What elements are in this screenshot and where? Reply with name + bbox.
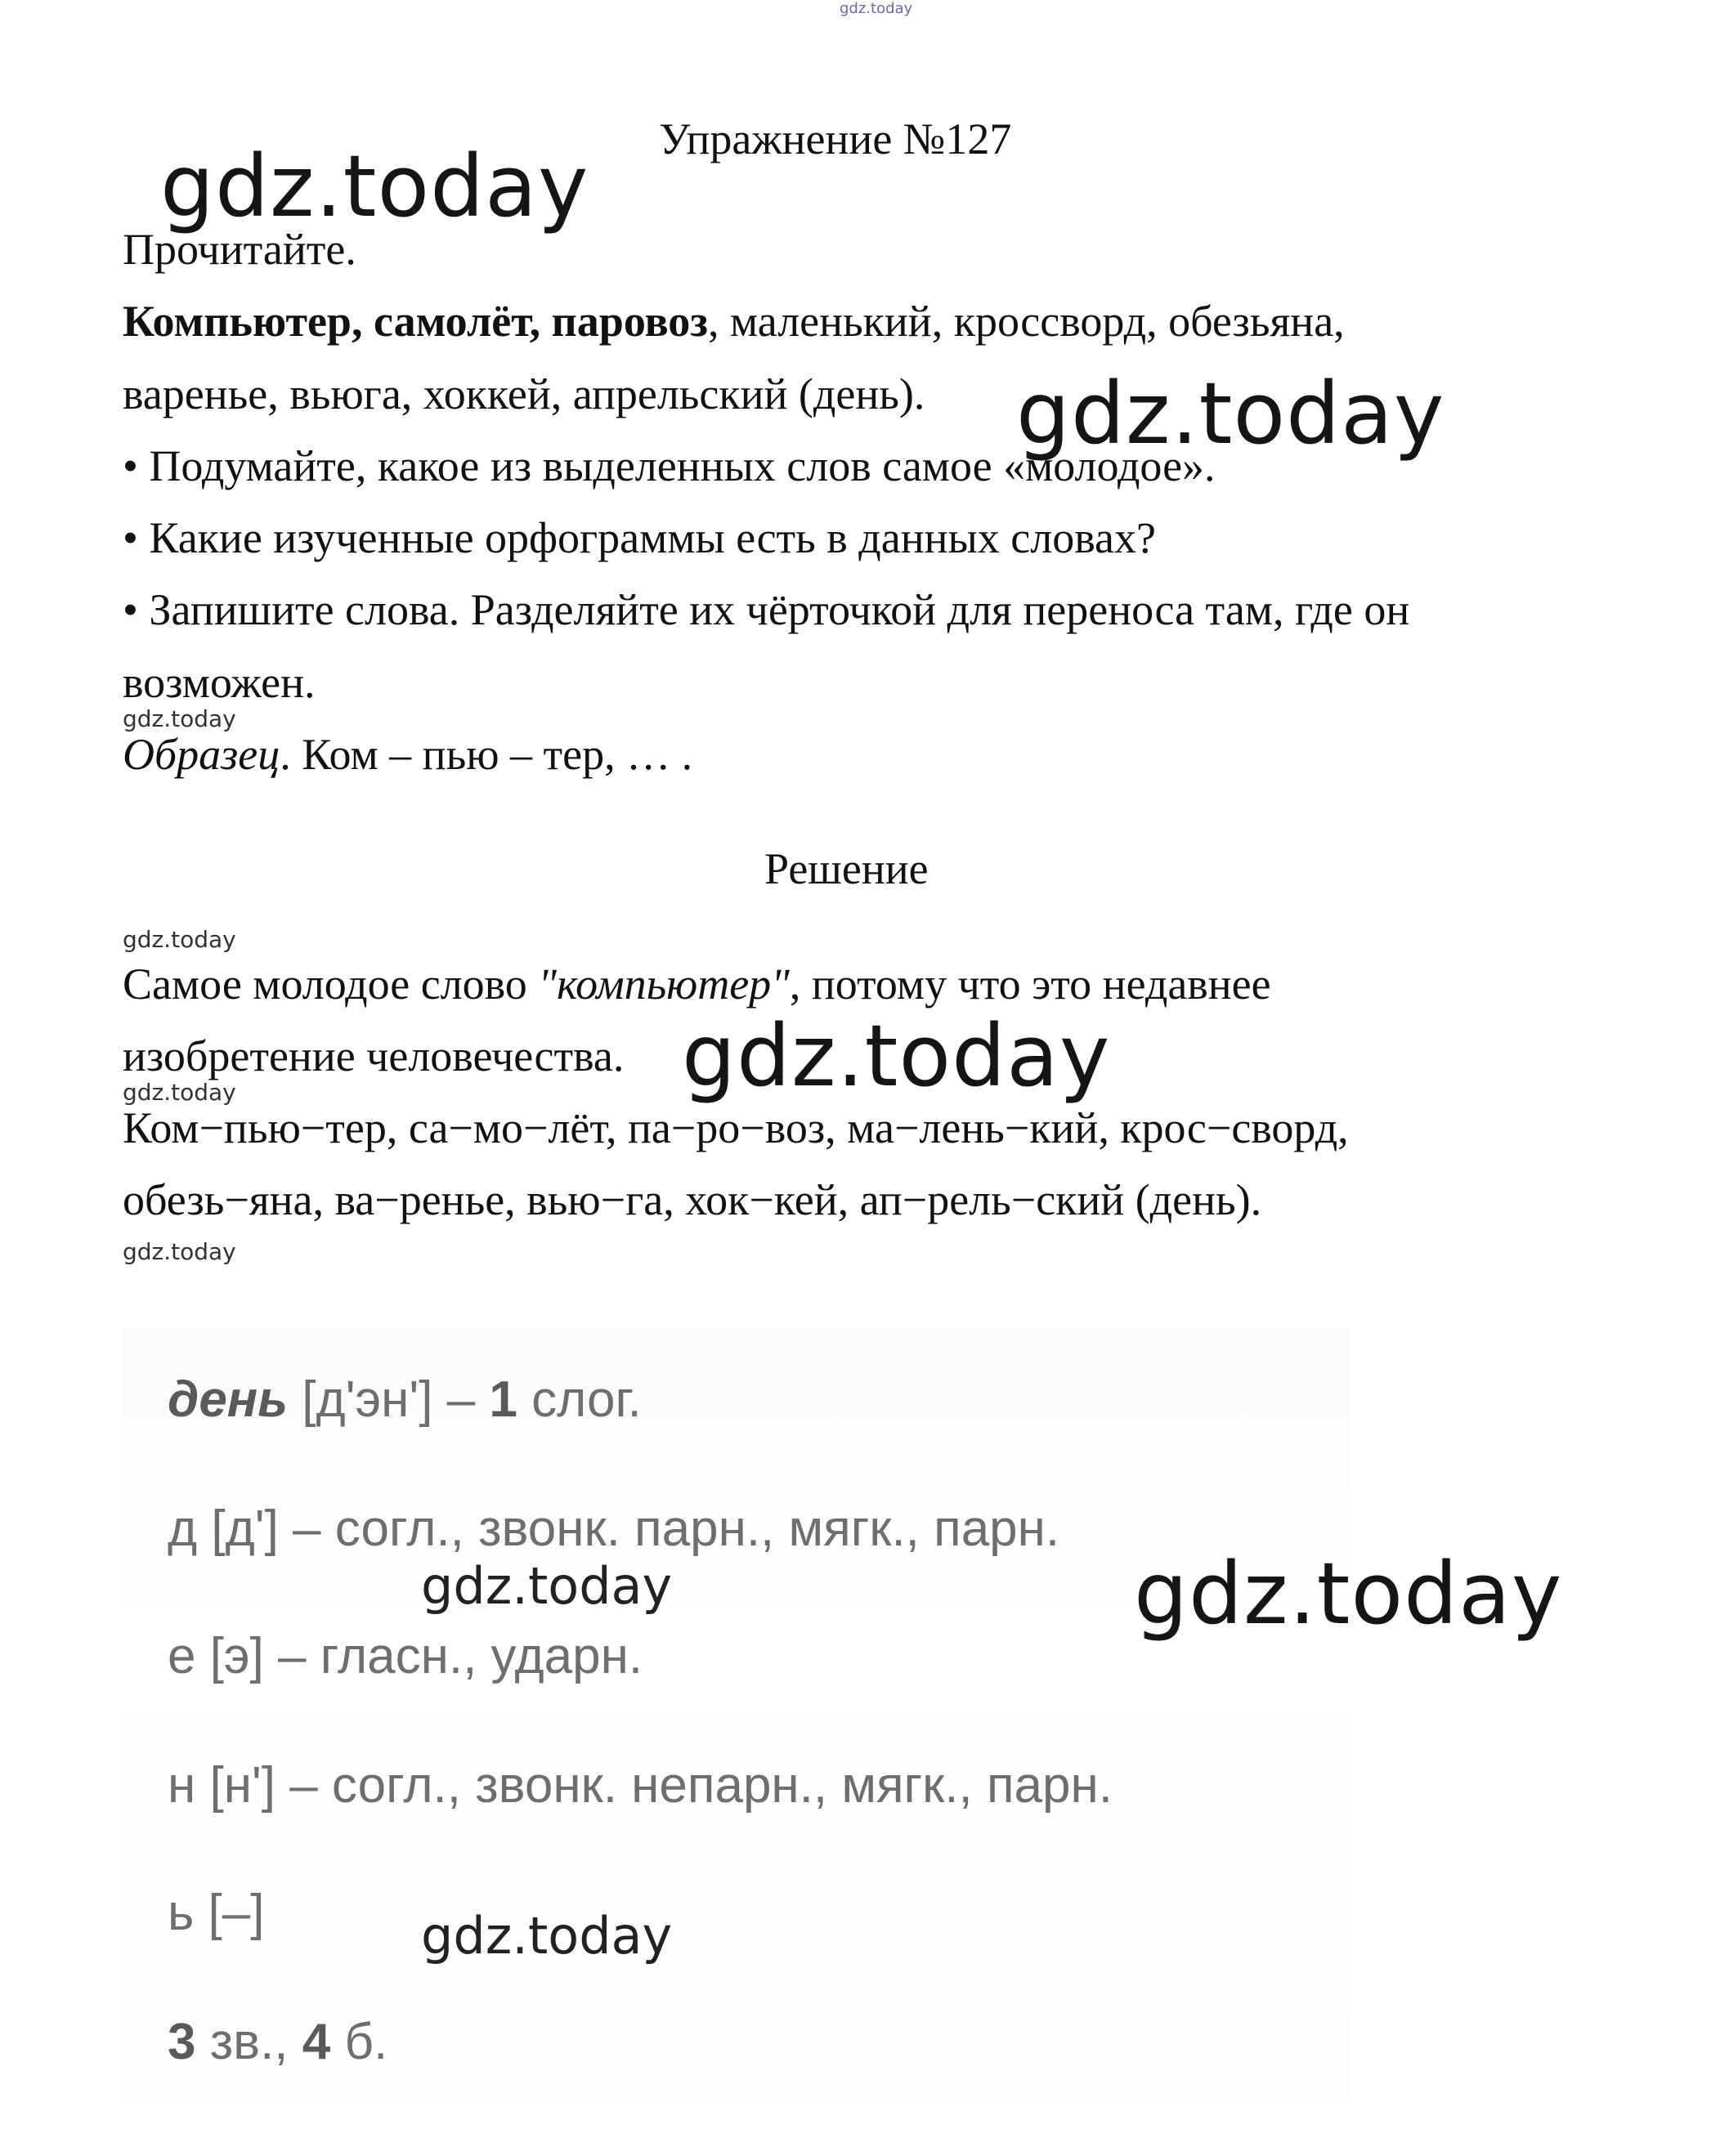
watermark-mid-1: gdz.today — [421, 1556, 673, 1616]
letter-unit: б. — [330, 2014, 388, 2070]
phonetic-word: день — [168, 1371, 289, 1428]
phonetic-row-soft-sign: ь [–] — [168, 1885, 265, 1941]
sample-label: Образец — [123, 730, 280, 779]
letter-count: 4 — [302, 2014, 331, 2070]
phonetic-row-n: н [н'] – согл., звонк. непарн., мягк., парн. — [168, 1757, 1113, 1814]
syllable-count: 1 — [489, 1371, 517, 1428]
answer-text-end: , потому что это недавнее — [789, 959, 1271, 1009]
task-1: • Подумайте, какое из выделенных слов самое «молодое». — [123, 441, 1216, 490]
words-line-1 — [123, 297, 1345, 346]
phonetic-analysis-image — [123, 1328, 1349, 2105]
task-3-continued: возможен. — [123, 658, 316, 707]
phonetic-header — [168, 1371, 642, 1428]
sound-count: 3 — [168, 2014, 196, 2070]
words-line-1-rest: , маленький, кроссворд, обезьяна, — [707, 297, 1345, 346]
solution-answer-line-2: изобретение человечества. — [123, 1031, 625, 1080]
exercise-title: Упражнение №127 — [659, 114, 1012, 163]
watermark-big-2: gdz.today — [1016, 364, 1445, 463]
phonetic-transcription: [д'эн'] – — [288, 1371, 490, 1428]
watermark-big-1: gdz.today — [160, 136, 589, 236]
watermark-big-3: gdz.today — [682, 1006, 1111, 1106]
task-3: • Запишите слова. Разделяйте их чёрточкой для переноса там, где он — [123, 585, 1410, 634]
watermark-small-4: gdz.today — [123, 1238, 236, 1265]
highlighted-words: Компьютер, самолёт, паровоз — [123, 297, 708, 346]
watermark-small-1: gdz.today — [123, 705, 236, 732]
syllable-unit: слог. — [517, 1371, 642, 1428]
syllables-line-2: обезь−яна, ва−ренье, вью−га, хок−кей, ап−рель−ский (день). — [123, 1175, 1262, 1224]
task-2: • Какие изученные орфограммы есть в данных словах? — [123, 513, 1156, 562]
phonetic-row-d: д [д'] – согл., звонк. парн., мягк., парн. — [168, 1501, 1060, 1557]
sample-line — [123, 730, 693, 779]
watermark-small-2: gdz.today — [123, 926, 236, 953]
sample-text: . Ком – пью – тер, … . — [280, 730, 693, 779]
watermark-top: gdz.today — [840, 0, 913, 17]
solution-heading: Решение — [764, 844, 929, 893]
phonetic-row-e: е [э] – гласн., ударн. — [168, 1628, 643, 1684]
words-line-2: варенье, вьюга, хоккей, апрельский (день). — [123, 369, 925, 418]
answer-text-start: Самое молодое слово — [123, 959, 539, 1009]
watermark-mid-2: gdz.today — [421, 1906, 673, 1966]
solution-answer-line-1 — [123, 959, 1271, 1009]
phonetic-summary — [168, 2014, 388, 2070]
instruction-text: Прочитайте. — [123, 225, 356, 274]
sound-unit: зв., — [195, 2014, 302, 2070]
answer-quoted-word: "компьютер" — [538, 959, 790, 1009]
watermark-big-4: gdz.today — [1134, 1544, 1563, 1644]
syllables-line-1: Ком−пью−тер, са−мо−лёт, па−ро−воз, ма−лень−кий, крос−сворд, — [123, 1103, 1349, 1152]
watermark-small-3: gdz.today — [123, 1079, 236, 1106]
